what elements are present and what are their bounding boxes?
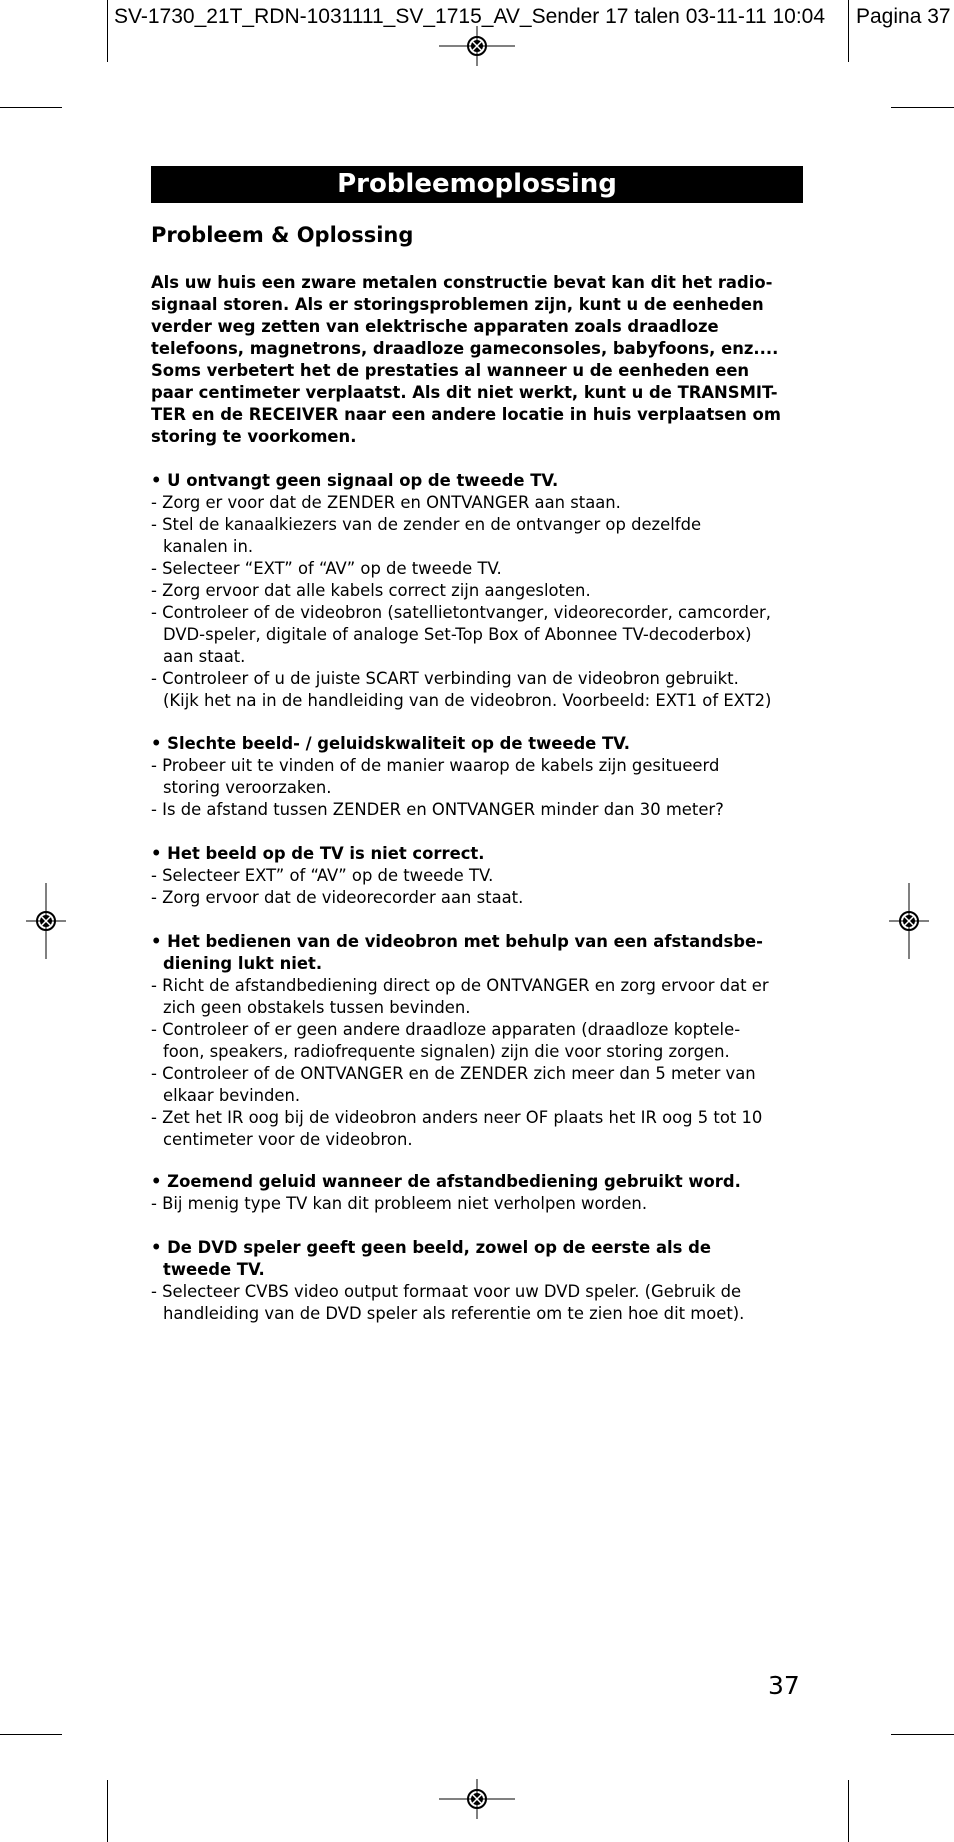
intro-line: Als uw huis een zware metalen constructie bevat kan dit het radio-: [151, 273, 773, 292]
crop-mark: [107, 1780, 108, 1842]
solution-line: - Controleer of de ONTVANGER en de ZENDER zich meer dan 5 meter van: [151, 1064, 756, 1083]
solution-line: - Controleer of u de juiste SCART verbinding van de videobron gebruikt.: [151, 669, 739, 688]
solution-line: kanalen in.: [163, 537, 254, 556]
crop-mark: [107, 0, 108, 62]
crop-mark: [848, 0, 849, 62]
registration-mark-icon: [889, 883, 929, 959]
section-heading: Probleem & Oplossing: [151, 223, 414, 247]
crop-mark: [0, 107, 62, 108]
intro-line: verder weg zetten van elektrische apparaten zoals draadloze: [151, 317, 719, 336]
issue-heading: • Zoemend geluid wanneer de afstandbediening gebruikt word.: [151, 1172, 741, 1191]
registration-mark-icon: [439, 26, 515, 66]
crop-mark: [0, 1734, 62, 1735]
solution-line: - Controleer of de videobron (satellietontvanger, videorecorder, camcorder,: [151, 603, 771, 622]
solution-line: (Kijk het na in de handleiding van de videobron. Voorbeeld: EXT1 of EXT2): [163, 691, 772, 710]
issue-heading: • Het beeld op de TV is niet correct.: [151, 844, 485, 863]
solution-line: - Probeer uit te vinden of de manier waarop de kabels zijn gesitueerd: [151, 756, 720, 775]
intro-line: paar centimeter verplaatst. Als dit niet werkt, kunt u de TRANSMIT-: [151, 383, 778, 402]
crop-mark: [891, 107, 954, 108]
intro-line: telefoons, magnetrons, draadloze gameconsoles, babyfoons, enz....: [151, 339, 779, 358]
solution-line: zich geen obstakels tussen bevinden.: [163, 998, 471, 1017]
issue-heading: • Het bedienen van de videobron met behulp van een afstandsbe-: [151, 932, 763, 951]
intro-line: signaal storen. Als er storingsproblemen zijn, kunt u de eenheden: [151, 295, 764, 314]
solution-line: DVD-speler, digitale of analoge Set-Top Box of Abonnee TV-decoderbox): [163, 625, 752, 644]
page-title: Probleemoplossing: [151, 166, 803, 203]
intro-line: Soms verbetert het de prestaties al wanneer u de eenheden een: [151, 361, 750, 380]
solution-line: - Selecteer “EXT” of “AV” op de tweede TV.: [151, 559, 502, 578]
issue-heading: • U ontvangt geen signaal op de tweede TV.: [151, 471, 559, 490]
solution-line: centimeter voor de videobron.: [163, 1130, 413, 1149]
issue-dvd-no-picture: [151, 1237, 831, 1325]
registration-mark-icon: [439, 1779, 515, 1819]
solution-line: - Zorg ervoor dat alle kabels correct zijn aangesloten.: [151, 581, 591, 600]
crop-mark: [891, 1734, 954, 1735]
solution-line: - Selecteer CVBS video output formaat voor uw DVD speler. (Gebruik de: [151, 1282, 742, 1301]
intro-line: TER en de RECEIVER naar een andere locatie in huis verplaatsen om: [151, 405, 781, 424]
issue-heading: • De DVD speler geeft geen beeld, zowel op de eerste als de: [151, 1238, 711, 1257]
solution-line: - Controleer of er geen andere draadloze apparaten (draadloze koptele-: [151, 1020, 741, 1039]
issue-heading: • Slechte beeld- / geluidskwaliteit op de tweede TV.: [151, 734, 630, 753]
solution-line: - Stel de kanaalkiezers van de zender en de ontvanger op dezelfde: [151, 515, 702, 534]
solution-line: - Is de afstand tussen ZENDER en ONTVANGER minder dan 30 meter?: [151, 800, 724, 819]
crop-mark: [848, 1780, 849, 1842]
issue-remote-control: [151, 931, 831, 1151]
issue-heading: tweede TV.: [163, 1260, 265, 1279]
solution-line: handleiding van de DVD speler als referentie om te zien hoe dit moet).: [163, 1304, 745, 1323]
registration-mark-icon: [26, 883, 66, 959]
intro-line: storing te voorkomen.: [151, 427, 357, 446]
issue-picture-incorrect: [151, 843, 831, 909]
page-number: 37: [768, 1671, 800, 1700]
issue-buzzing-sound: [151, 1171, 831, 1215]
solution-line: elkaar bevinden.: [163, 1086, 301, 1105]
issue-no-signal: [151, 470, 831, 712]
solution-line: storing veroorzaken.: [163, 778, 332, 797]
solution-line: - Richt de afstandbediening direct op de ONTVANGER en zorg ervoor dat er: [151, 976, 769, 995]
slug-page-label: Pagina 37: [856, 5, 951, 28]
solution-line: - Zorg ervoor dat de videorecorder aan staat.: [151, 888, 524, 907]
issue-heading: diening lukt niet.: [163, 954, 323, 973]
solution-line: - Bij menig type TV kan dit probleem niet verholpen worden.: [151, 1194, 648, 1213]
slug-file-info: SV-1730_21T_RDN-1031111_SV_1715_AV_Sender 17 talen 03-11-11 10:04: [114, 5, 826, 28]
solution-line: - Zet het IR oog bij de videobron anders neer OF plaats het IR oog 5 tot 10: [151, 1108, 763, 1127]
intro-paragraph: [151, 272, 811, 448]
issue-poor-quality: [151, 733, 831, 821]
solution-line: aan staat.: [163, 647, 246, 666]
solution-line: foon, speakers, radiofrequente signalen) zijn die voor storing zorgen.: [163, 1042, 730, 1061]
solution-line: - Selecteer EXT” of “AV” op de tweede TV.: [151, 866, 494, 885]
solution-line: - Zorg er voor dat de ZENDER en ONTVANGER aan staan.: [151, 493, 621, 512]
